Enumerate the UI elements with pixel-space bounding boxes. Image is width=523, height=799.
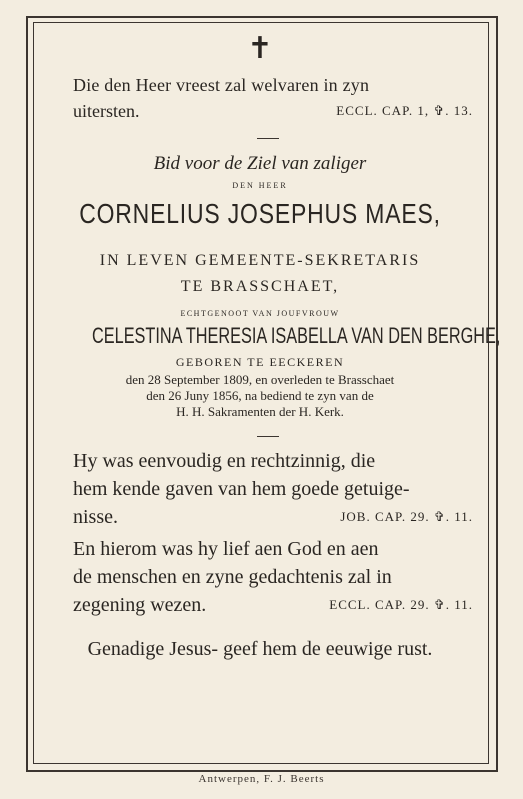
verse-line-text: uitersten. — [73, 101, 140, 121]
cross-icon: ✝ — [247, 32, 273, 65]
opening-verse — [73, 72, 473, 124]
verse-line: Die den Heer vreest zal welvaren in zyn — [73, 75, 370, 95]
verse-line-text: nisse. — [73, 506, 118, 528]
divider — [257, 138, 279, 139]
memorial-card — [33, 22, 501, 762]
verse-line — [73, 98, 473, 124]
job-verse — [73, 447, 473, 531]
verse-line: de menschen en zyne gedachtenis zal in — [73, 566, 392, 588]
verse-reference: ECCL. CAP. 1, ✞. 13. — [336, 103, 473, 118]
spouse-label: ECHTGENOOT VAN JOUFVROUW — [180, 309, 340, 318]
closing-prayer: Genadige Jesus- geef hem de eeuwige rust. — [87, 638, 433, 660]
verse-line: hem kende gaven van hem goede getuige- — [73, 478, 410, 500]
verse-line-text: zegening wezen. — [73, 594, 207, 616]
dates-line: den 28 September 1809, en overleden te Brasschaet — [125, 372, 395, 387]
verse-line: Hy was eenvoudig en rechtzinnig, die — [73, 450, 376, 472]
prayer-intro: Bid voor de Ziel van zaliger — [153, 153, 367, 174]
deceased-name: CORNELIUS JOSEPHUS MAES, — [79, 198, 441, 229]
verse-reference: ECCL. CAP. 29. ✞. 11. — [329, 597, 473, 612]
birth-place: GEBOREN TE EECKEREN — [175, 355, 345, 369]
eccl-verse — [73, 535, 473, 619]
dates-line: den 26 Juny 1856, na bediend te zyn van de — [146, 388, 374, 403]
spouse-name: CELESTINA THERESIA ISABELLA VAN DEN BERGHE, — [92, 323, 501, 348]
verse-reference: JOB. CAP. 29. ✞. 11. — [340, 509, 473, 524]
verse-line — [73, 591, 473, 619]
honorific: DEN HEER — [232, 181, 288, 190]
printer-imprint: Antwerpen, F. J. Beerts — [198, 773, 325, 785]
deceased-place: TE BRASSCHAET, — [180, 278, 340, 295]
deceased-role: IN LEVEN GEMEENTE-SEKRETARIS — [99, 252, 421, 269]
verse-line — [73, 503, 473, 531]
verse-line: En hierom was hy lief aen God en aen — [73, 538, 379, 560]
dates-line: H. H. Sakramenten der H. Kerk. — [176, 404, 344, 419]
divider — [257, 436, 279, 437]
